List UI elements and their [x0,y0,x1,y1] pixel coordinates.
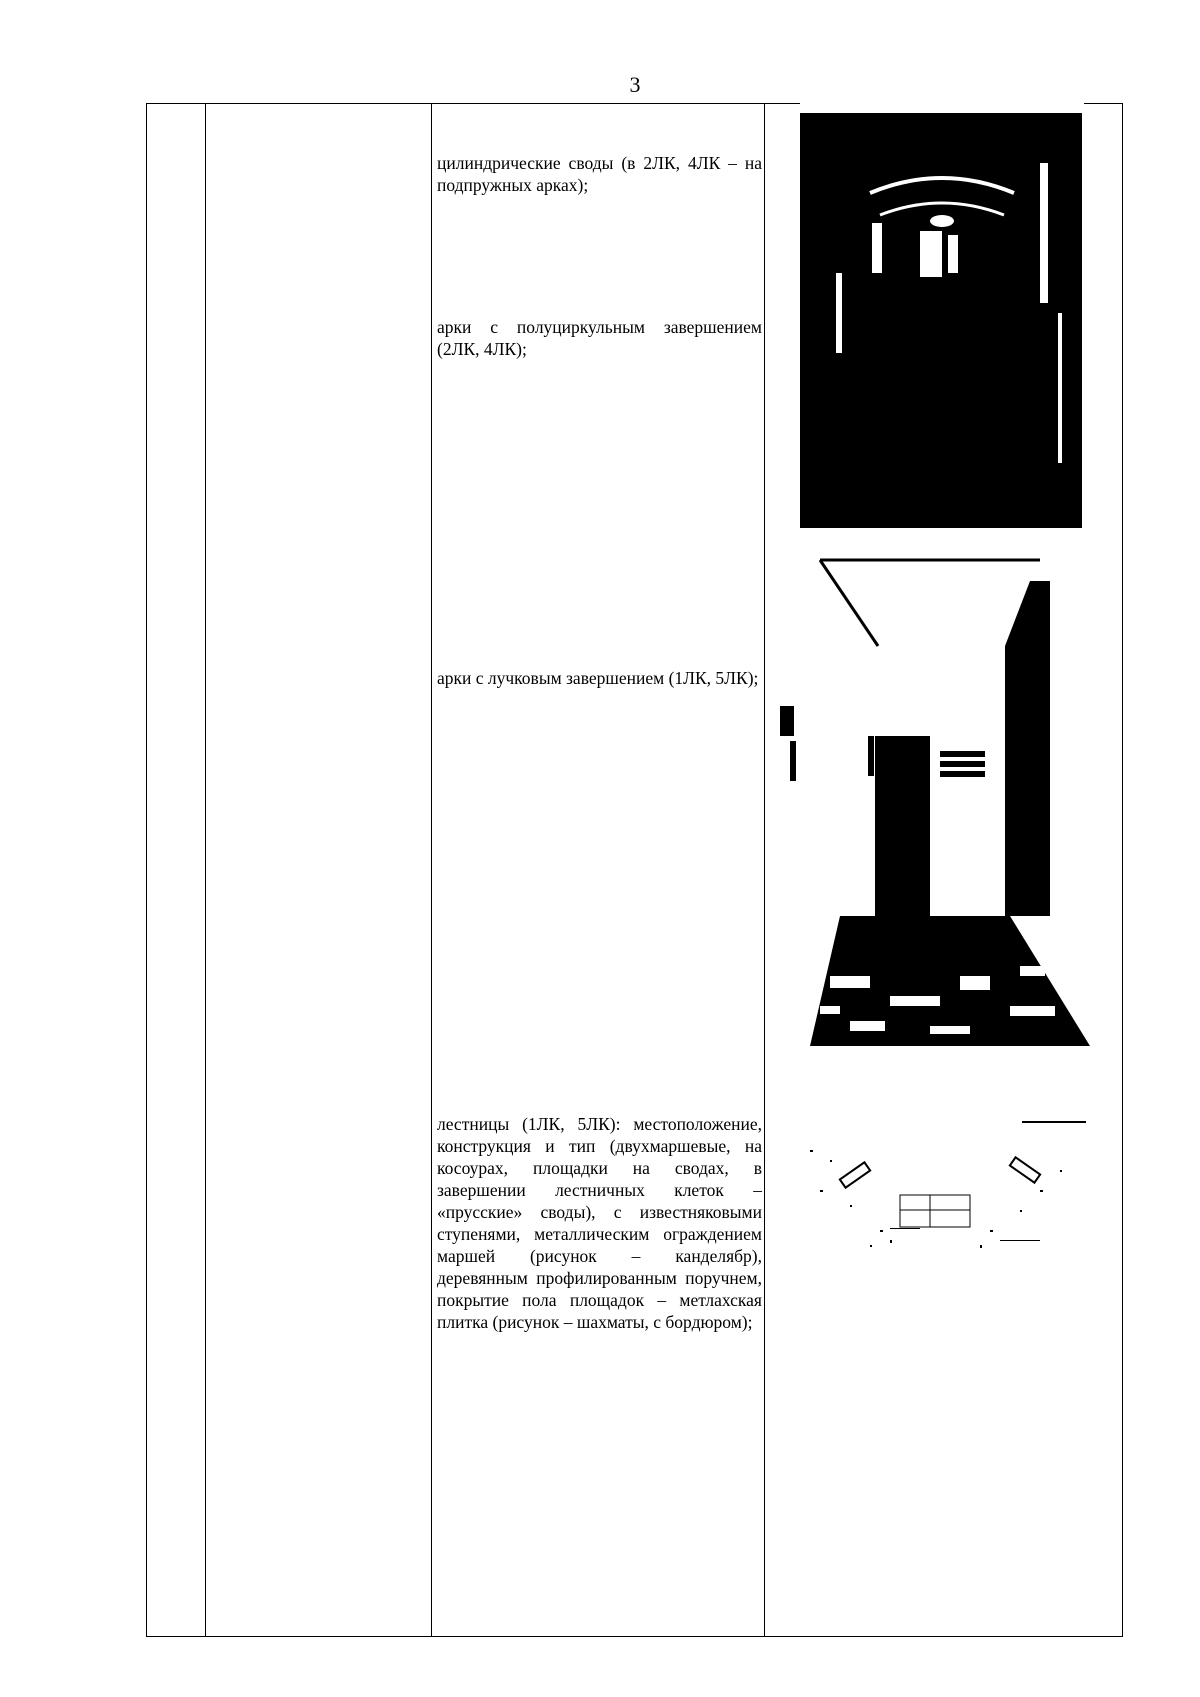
column-divider-2 [431,104,432,1636]
page-number: 3 [629,72,641,97]
description-semicircular-arches: арки с полуциркульным завершением (2ЛК, 4ЛК); [437,317,762,359]
photo-segmental-arch-corridor [780,556,1105,1056]
column-divider-1 [205,104,206,1636]
photo-floor-plan [790,1110,1090,1260]
description-stairs: лестницы (1ЛК, 5ЛК): местоположение, конструкция и тип (двухмаршевые, на косоурах, площадки на сводах, в завершении лестничных клеток – «прусские» своды), с известняковыми ступенями, металлическим ограждением маршей (рисунок – канделябр), деревянным профилированным поручнем, покрытие пола площадок – метлахская плитка (рисунок – шахматы, с бордюром); [437,1114,762,1332]
photo-vaulted-corridor [800,103,1084,528]
column-divider-3 [764,104,765,1636]
description-vaults: цилиндрические своды (в 2ЛК, 4ЛК – на подпружных арках); [437,153,762,195]
description-segmental-arches: арки с лучковым завершением (1ЛК, 5ЛК); [437,668,759,688]
